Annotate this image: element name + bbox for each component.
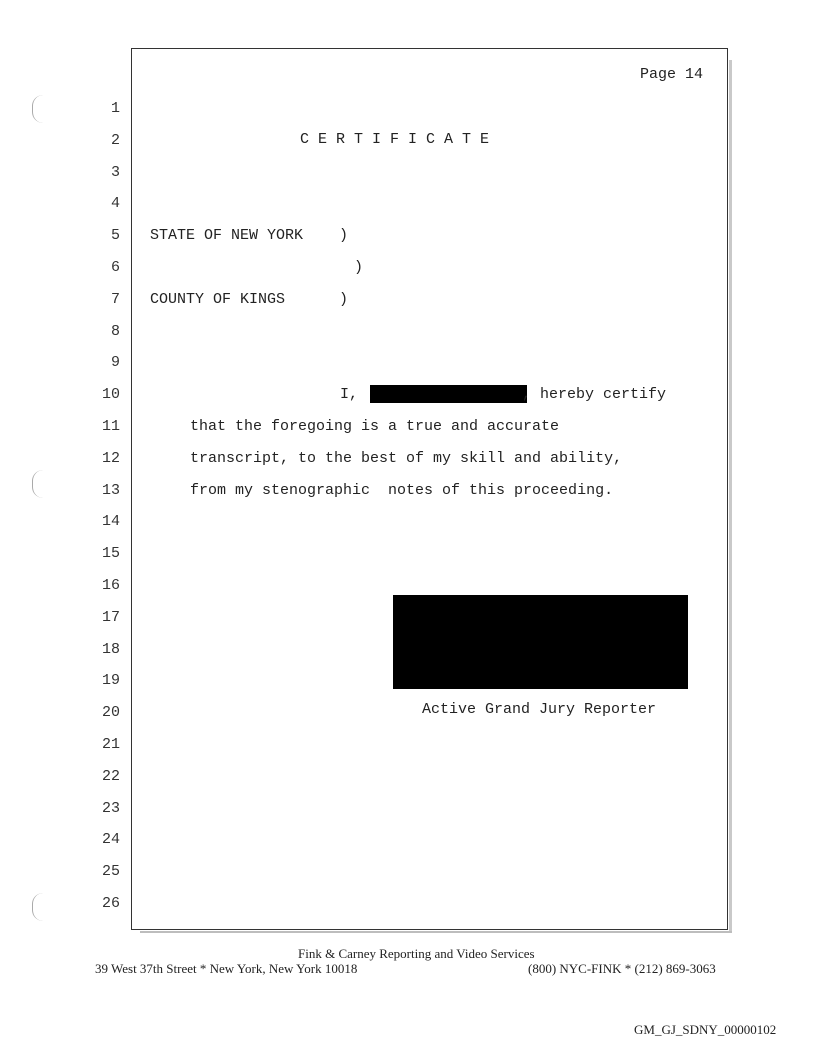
binder-hole-mark xyxy=(32,95,43,123)
line-number: 11 xyxy=(101,418,120,435)
line-number: 8 xyxy=(110,322,120,340)
redacted-name xyxy=(370,385,527,403)
state-line: STATE OF NEW YORK ) xyxy=(150,227,349,244)
frame-shadow-right xyxy=(729,60,732,932)
county-line: COUNTY OF KINGS ) xyxy=(150,291,349,308)
line-number: 18 xyxy=(101,640,120,658)
line-number: 19 xyxy=(101,672,120,690)
line-number: 14 xyxy=(101,513,120,531)
line-number: 25 xyxy=(101,863,120,881)
footer-company: Fink & Carney Reporting and Video Services xyxy=(298,946,535,961)
footer-phone: (800) NYC-FINK * (212) 869-3063 xyxy=(528,961,716,976)
line-number: 22 xyxy=(101,767,120,785)
line-number: 17 xyxy=(101,608,120,626)
line-number: 7 xyxy=(110,290,120,308)
line-number: 21 xyxy=(101,736,120,753)
line-number: 6 xyxy=(110,259,120,276)
certificate-title: C E R T I F I C A T E xyxy=(300,131,490,148)
line-number: 24 xyxy=(101,831,120,849)
line-number: 23 xyxy=(101,799,120,817)
signature-title: Active Grand Jury Reporter xyxy=(422,701,657,718)
bates-number: GM_GJ_SDNY_00000102 xyxy=(634,1022,777,1037)
frame-shadow-bottom xyxy=(140,931,732,933)
footer-address: 39 West 37th Street * New York, New York 10018 xyxy=(95,961,358,976)
binder-hole-mark xyxy=(32,470,43,498)
redacted-signature xyxy=(393,595,688,689)
line-number: 10 xyxy=(101,386,120,404)
cert-line-12: transcript, to the best of my skill and ability, xyxy=(190,450,623,467)
line-number: 3 xyxy=(110,163,120,181)
line-number: 20 xyxy=(101,704,120,722)
page-number-label: Page 14 xyxy=(640,66,704,83)
line-number: 16 xyxy=(101,577,120,594)
cert-line-11: that the foregoing is a true and accurate xyxy=(190,418,560,435)
cert-suffix: , hereby certify xyxy=(522,386,667,403)
line-number: 13 xyxy=(101,481,120,499)
line-number: 26 xyxy=(101,895,120,912)
line-number: 5 xyxy=(110,227,120,245)
cert-prefix: I, xyxy=(340,386,359,403)
line-number: 12 xyxy=(101,449,120,467)
paren-line: ) xyxy=(354,259,364,276)
line-number: 1 xyxy=(110,100,120,117)
line-number: 15 xyxy=(101,545,120,563)
line-number: 4 xyxy=(110,195,120,213)
cert-line-13: from my stenographic notes of this proceeding. xyxy=(190,482,614,499)
line-number: 9 xyxy=(110,354,120,372)
line-number: 2 xyxy=(110,131,120,149)
binder-hole-mark xyxy=(32,893,43,921)
